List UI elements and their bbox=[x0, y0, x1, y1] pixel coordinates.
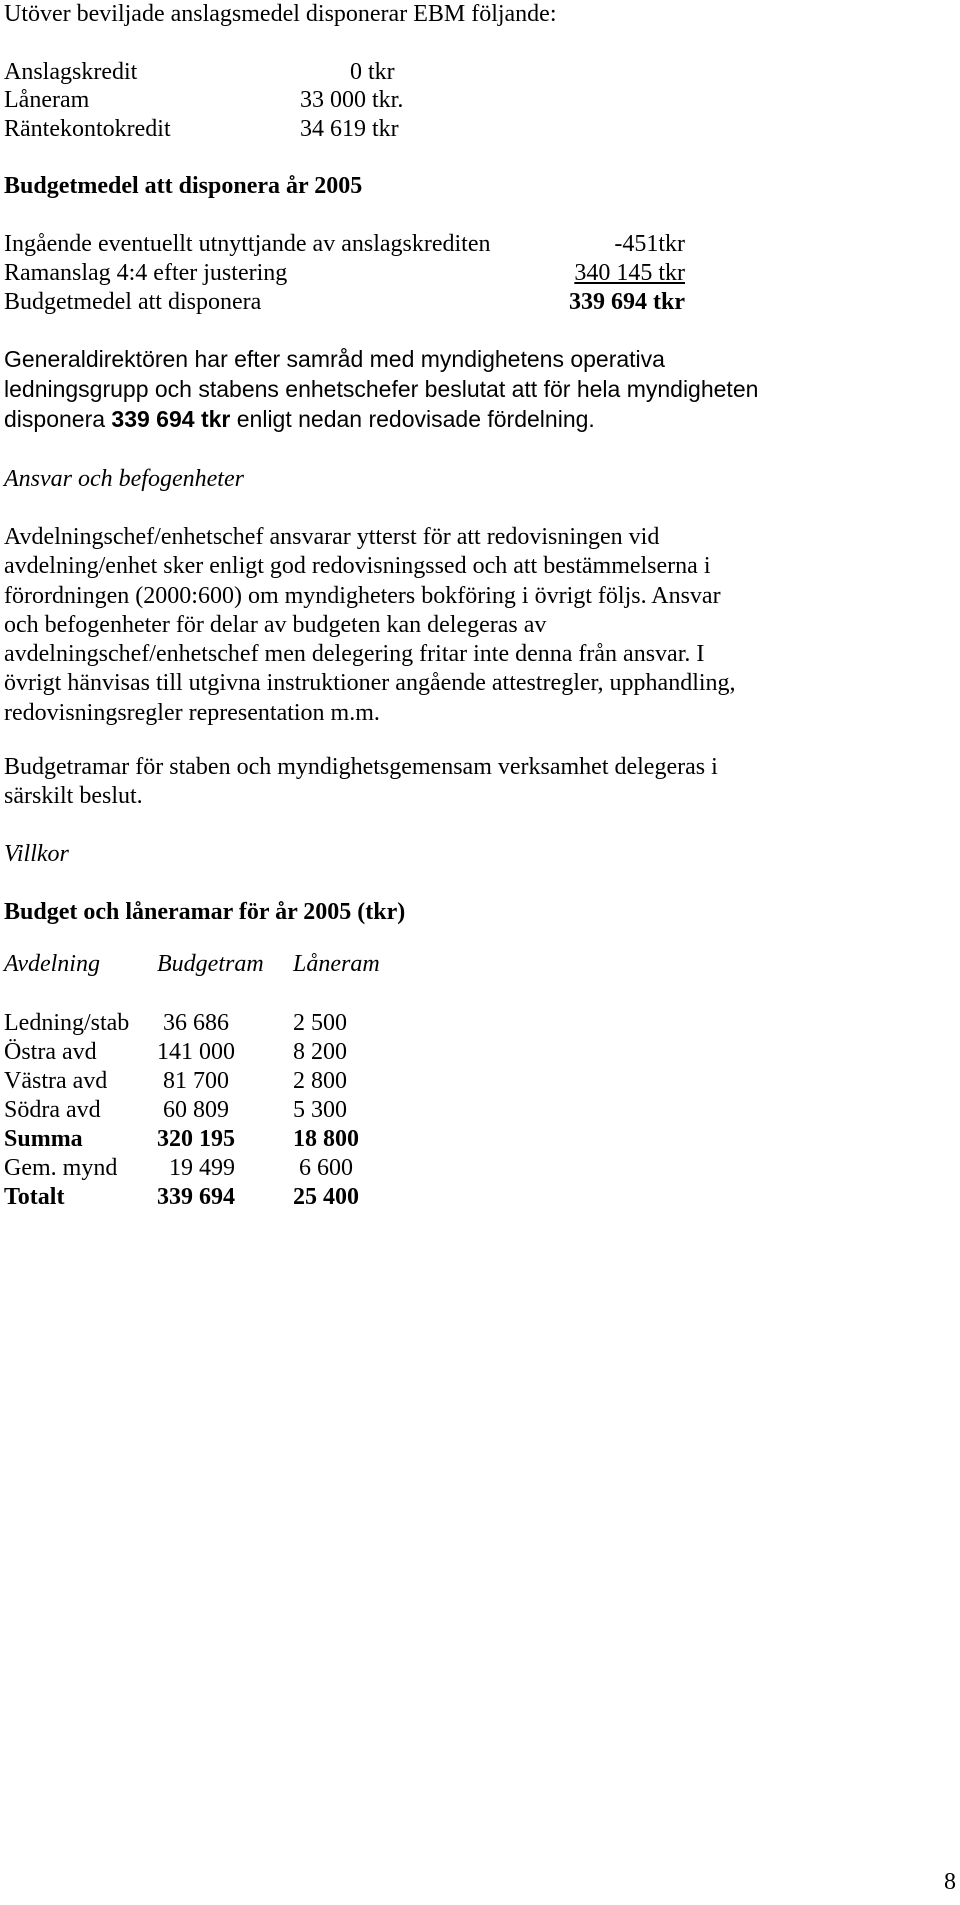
table-cell-laneram: 25 400 bbox=[293, 1184, 359, 1210]
table-cell-budgetram: 320 195 bbox=[157, 1126, 235, 1152]
table-cell-avdelning: Västra avd bbox=[4, 1068, 108, 1094]
ansvar-paragraph bbox=[4, 523, 736, 728]
table-heading: Budget och låneramar för år 2005 (tkr) bbox=[4, 899, 406, 925]
budget-row-label-ramanslag: Ramanslag 4:4 efter justering bbox=[4, 260, 288, 286]
budget-row-label-ingaende: Ingående eventuellt utnyttjande av anslagskrediten bbox=[4, 231, 491, 257]
table-cell-laneram: 5 300 bbox=[293, 1097, 347, 1123]
table-cell-avdelning: Gem. mynd bbox=[4, 1155, 118, 1181]
ansvar-line-4: och befogenheter för delar av budgeten kan delegeras av bbox=[4, 611, 547, 638]
credit-label-rantekontokredit: Räntekontokredit bbox=[4, 116, 171, 142]
budget-row-value-ramanslag: 340 145 tkr bbox=[574, 260, 685, 286]
ansvar-line-5: avdelningschef/enhetschef men delegering fritar inte denna från ansvar. I bbox=[4, 641, 705, 668]
credit-value-rantekontokredit: 34 619 tkr bbox=[300, 116, 399, 142]
table-cell-avdelning: Östra avd bbox=[4, 1039, 97, 1065]
decision-paragraph bbox=[4, 344, 758, 434]
ansvar-line-6: övrigt hänvisas till utgivna instruktioner angående attestregler, upphandling, bbox=[4, 670, 736, 697]
decision-last-amount: 339 694 tkr bbox=[111, 406, 231, 432]
table-header-laneram: Låneram bbox=[293, 951, 380, 977]
table-cell-laneram: 2 800 bbox=[293, 1068, 347, 1094]
ansvar-line-7: redovisningsregler representation m.m. bbox=[4, 699, 380, 726]
table-header-budgetram: Budgetram bbox=[157, 951, 264, 977]
table-cell-avdelning: Södra avd bbox=[4, 1097, 101, 1123]
intro-text: Utöver beviljade anslagsmedel disponerar EBM följande: bbox=[4, 1, 557, 27]
table-cell-budgetram: 141 000 bbox=[157, 1039, 235, 1065]
villkor-heading: Villkor bbox=[4, 841, 69, 867]
table-cell-avdelning: Summa bbox=[4, 1126, 83, 1152]
ansvar-line-2: avdelning/enhet sker enligt god redovisningssed och att bestämmelserna i bbox=[4, 553, 711, 580]
budgetramar-line-2: särskilt beslut. bbox=[4, 783, 143, 809]
decision-line-2: ledningsgrupp och stabens enhetschefer beslutat att för hela myndigheten bbox=[4, 376, 759, 402]
page-number: 8 bbox=[944, 1869, 956, 1895]
table-cell-laneram: 2 500 bbox=[293, 1010, 347, 1036]
table-cell-avdelning: Ledning/stab bbox=[4, 1010, 130, 1036]
budgetramar-line-1: Budgetramar för staben och myndighetsgemensam verksamhet delegeras i bbox=[4, 754, 718, 780]
budget-heading: Budgetmedel att disponera år 2005 bbox=[4, 173, 363, 199]
decision-last-post: enligt nedan redovisade fördelning. bbox=[230, 406, 595, 432]
budget-row-value-disponera: 339 694 tkr bbox=[569, 289, 685, 315]
credit-label-anslagskredit: Anslagskredit bbox=[4, 59, 138, 85]
table-cell-laneram: 6 600 bbox=[299, 1155, 353, 1181]
table-cell-budgetram: 60 809 bbox=[163, 1097, 229, 1123]
credit-value-anslagskredit: 0 tkr bbox=[350, 59, 395, 85]
table-cell-laneram: 8 200 bbox=[293, 1039, 347, 1065]
table-cell-laneram: 18 800 bbox=[293, 1126, 359, 1152]
decision-last-pre: disponera bbox=[4, 406, 112, 432]
budget-row-label-disponera: Budgetmedel att disponera bbox=[4, 289, 262, 315]
decision-line-1: Generaldirektören har efter samråd med myndighetens operativa bbox=[4, 346, 665, 372]
table-cell-budgetram: 81 700 bbox=[163, 1068, 229, 1094]
credit-value-laneram: 33 000 tkr. bbox=[300, 87, 404, 113]
ansvar-line-3: förordningen (2000:600) om myndigheters bokföring i övrigt följs. Ansvar bbox=[4, 582, 721, 609]
ansvar-heading: Ansvar och befogenheter bbox=[4, 466, 244, 492]
budget-row-value-ingaende: -451tkr bbox=[614, 231, 685, 257]
budgetramar-paragraph bbox=[4, 753, 718, 811]
credit-label-laneram: Låneram bbox=[4, 87, 90, 113]
table-cell-budgetram: 339 694 bbox=[157, 1184, 235, 1210]
table-cell-budgetram: 36 686 bbox=[163, 1010, 229, 1036]
table-cell-avdelning: Totalt bbox=[4, 1184, 65, 1210]
decision-line-3 bbox=[4, 404, 758, 434]
ansvar-line-1: Avdelningschef/enhetschef ansvarar ytterst för att redovisningen vid bbox=[4, 524, 660, 550]
table-header-avdelning: Avdelning bbox=[4, 951, 100, 977]
table-cell-budgetram: 19 499 bbox=[169, 1155, 235, 1181]
